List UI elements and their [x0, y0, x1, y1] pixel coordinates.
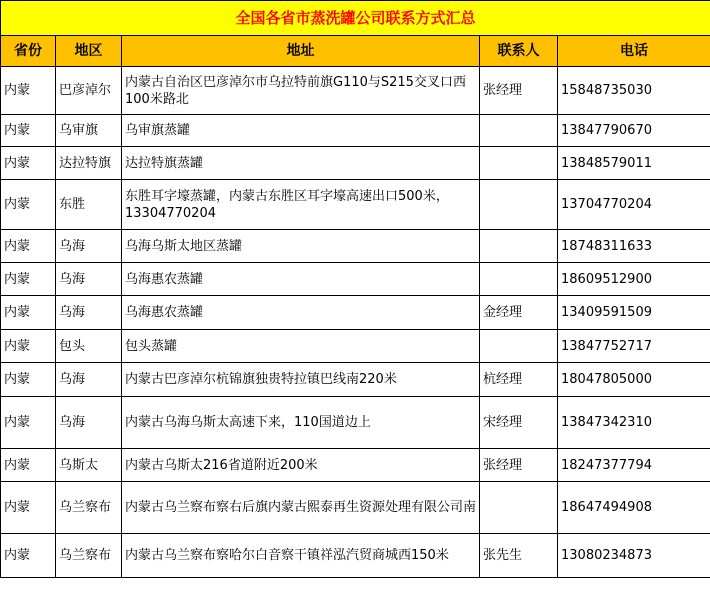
- table-row: [1, 147, 710, 180]
- cell-phone: 13847342310: [558, 397, 710, 449]
- cell-region: 东胜: [56, 180, 122, 230]
- cell-region: 巴彦淖尔: [56, 67, 122, 115]
- cell-province: 内蒙: [1, 67, 56, 115]
- cell-phone: 18748311633: [558, 230, 710, 263]
- cell-phone: 15848735030: [558, 67, 710, 115]
- header-address: 地址: [122, 36, 480, 67]
- cell-region: 乌海: [56, 363, 122, 397]
- cell-province: 内蒙: [1, 230, 56, 263]
- cell-address: 东胜耳字壕蒸罐，内蒙古东胜区耳字壕高速出口500米，13304770204: [122, 180, 480, 230]
- cell-phone: 13847752717: [558, 330, 710, 363]
- cell-province: 内蒙: [1, 397, 56, 449]
- cell-contact: [480, 180, 558, 230]
- cell-province: 内蒙: [1, 263, 56, 296]
- header-phone: 电话: [558, 36, 710, 67]
- table-row: [1, 397, 710, 449]
- cell-address: 乌海惠农蒸罐: [122, 263, 480, 296]
- cell-contact: 张先生: [480, 534, 558, 578]
- cell-phone: 18647494908: [558, 482, 710, 534]
- cell-address: 内蒙古自治区巴彦淖尔市乌拉特前旗G110与S215交叉口西100米路北: [122, 67, 480, 115]
- cell-phone: 13080234873: [558, 534, 710, 578]
- cell-contact: [480, 330, 558, 363]
- cell-province: 内蒙: [1, 363, 56, 397]
- cell-region: 乌兰察布: [56, 534, 122, 578]
- cell-contact: [480, 482, 558, 534]
- cell-phone: 18609512900: [558, 263, 710, 296]
- cell-contact: 张经理: [480, 449, 558, 482]
- header-contact: 联系人: [480, 36, 558, 67]
- table-row: [1, 230, 710, 263]
- cell-province: 内蒙: [1, 296, 56, 330]
- cell-phone: 18247377794: [558, 449, 710, 482]
- cell-contact: 宋经理: [480, 397, 558, 449]
- cell-contact: [480, 263, 558, 296]
- table-row: [1, 482, 710, 534]
- header-row: [1, 36, 710, 67]
- cell-address: 乌海惠农蒸罐: [122, 296, 480, 330]
- cell-province: 内蒙: [1, 534, 56, 578]
- table-row: [1, 449, 710, 482]
- table-row: [1, 296, 710, 330]
- sheet-title: 全国各省市蒸洗罐公司联系方式汇总: [1, 1, 710, 36]
- cell-contact: [480, 147, 558, 180]
- cell-address: 内蒙古乌兰察布察右后旗内蒙古熙泰再生资源处理有限公司南: [122, 482, 480, 534]
- cell-address: 内蒙古乌斯太216省道附近200米: [122, 449, 480, 482]
- cell-phone: 13848579011: [558, 147, 710, 180]
- cell-province: 内蒙: [1, 115, 56, 147]
- header-region: 地区: [56, 36, 122, 67]
- cell-address: 达拉特旗蒸罐: [122, 147, 480, 180]
- cell-contact: 张经理: [480, 67, 558, 115]
- cell-province: 内蒙: [1, 180, 56, 230]
- cell-region: 乌海: [56, 230, 122, 263]
- table-row: [1, 363, 710, 397]
- table-row: [1, 330, 710, 363]
- cell-contact: [480, 115, 558, 147]
- title-row: [1, 1, 710, 36]
- cell-phone: 13847790670: [558, 115, 710, 147]
- cell-address: 乌海乌斯太地区蒸罐: [122, 230, 480, 263]
- table-row: [1, 67, 710, 115]
- cell-province: 内蒙: [1, 449, 56, 482]
- cell-province: 内蒙: [1, 147, 56, 180]
- cell-region: 乌兰察布: [56, 482, 122, 534]
- cell-contact: [480, 230, 558, 263]
- cell-phone: 13704770204: [558, 180, 710, 230]
- table-row: [1, 534, 710, 578]
- cell-province: 内蒙: [1, 482, 56, 534]
- table-row: [1, 180, 710, 230]
- cell-address: 内蒙古乌海乌斯太高速下来，110国道边上: [122, 397, 480, 449]
- cell-region: 乌海: [56, 296, 122, 330]
- table-row: [1, 263, 710, 296]
- cell-region: 乌审旗: [56, 115, 122, 147]
- cell-region: 达拉特旗: [56, 147, 122, 180]
- cell-contact: 杭经理: [480, 363, 558, 397]
- cell-address: 乌审旗蒸罐: [122, 115, 480, 147]
- cell-region: 包头: [56, 330, 122, 363]
- cell-phone: 18047805000: [558, 363, 710, 397]
- cell-region: 乌斯太: [56, 449, 122, 482]
- cell-address: 包头蒸罐: [122, 330, 480, 363]
- cell-contact: 金经理: [480, 296, 558, 330]
- cell-region: 乌海: [56, 397, 122, 449]
- cell-phone: 13409591509: [558, 296, 710, 330]
- cell-address: 内蒙古乌兰察布察哈尔白音察干镇祥泓汽贸商城西150米: [122, 534, 480, 578]
- cell-province: 内蒙: [1, 330, 56, 363]
- table-row: [1, 115, 710, 147]
- cell-address: 内蒙古巴彦淖尔杭锦旗独贵特拉镇巴线南220米: [122, 363, 480, 397]
- cell-region: 乌海: [56, 263, 122, 296]
- header-province: 省份: [1, 36, 56, 67]
